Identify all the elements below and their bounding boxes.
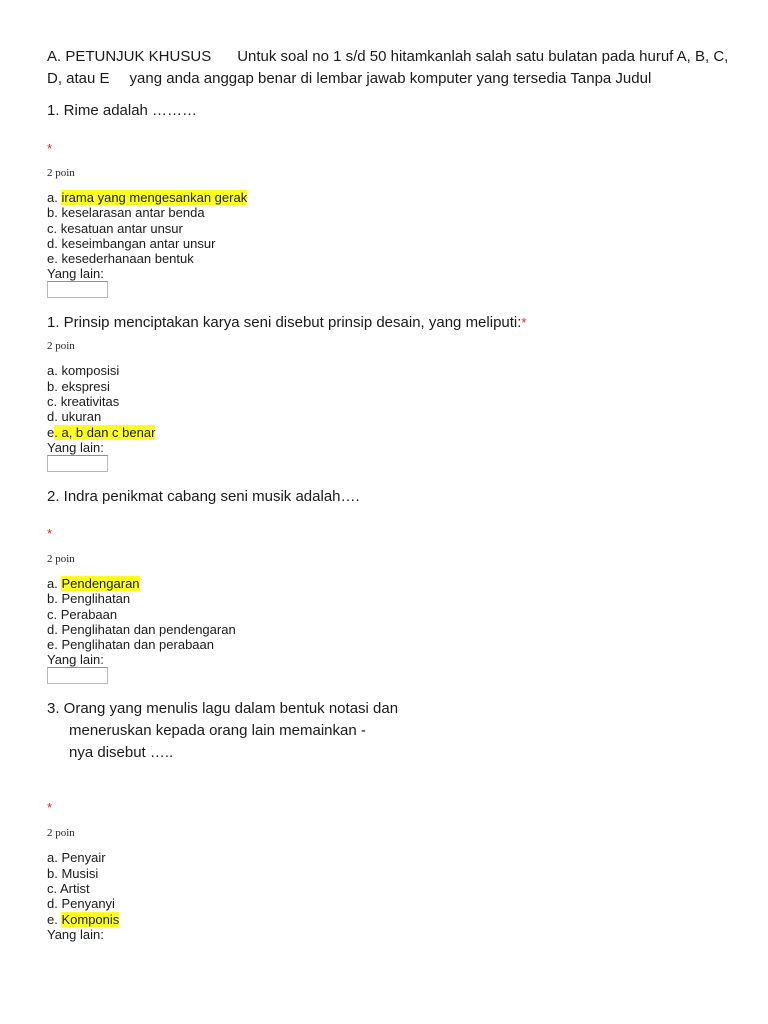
required-marker: *: [47, 141, 53, 156]
option-d[interactable]: d. Penglihatan dan pendengaran: [47, 621, 236, 637]
points-label: 2 poin: [47, 552, 75, 565]
option-d[interactable]: d. Penyanyi: [47, 896, 115, 912]
option-e[interactable]: e. Komponis: [47, 911, 120, 927]
highlighted-answer: Komponis: [61, 911, 120, 927]
option-c[interactable]: c. kesatuan antar unsur: [47, 220, 183, 236]
required-marker: *: [47, 525, 53, 541]
option-d[interactable]: d. ukuran: [47, 409, 102, 425]
instructions: [47, 46, 737, 90]
options-list: [47, 576, 737, 652]
question-1: [47, 100, 737, 298]
highlighted-answer: Pendengaran: [61, 575, 140, 591]
question-2: [47, 312, 737, 471]
option-a[interactable]: a. Penyair: [47, 850, 106, 866]
other-input[interactable]: [47, 455, 108, 472]
other-label: Yang lain:: [47, 652, 104, 668]
points-label: 2 poin: [47, 340, 75, 353]
options-list: [47, 850, 737, 926]
other-label: Yang lain:: [47, 439, 104, 455]
option-b[interactable]: b. Penglihatan: [47, 591, 131, 607]
instructions-text: Untuk soal no 1 s/d 50 hitamkanlah salah satu bulatan pada huruf A, B, C, D, atau E: [47, 48, 729, 87]
option-c[interactable]: c. kreativitas: [47, 394, 120, 410]
options-list: [47, 190, 737, 266]
required-marker: *: [47, 800, 53, 816]
option-b[interactable]: b. ekspresi: [47, 378, 110, 394]
points-label: 2 poin: [47, 167, 75, 179]
other-label: Yang lain:: [47, 266, 104, 282]
form-page: [47, 46, 737, 942]
question-title-line-1: 3. Orang yang menulis lagu dalam bentuk notasi dan: [47, 700, 399, 718]
option-e[interactable]: e. Penglihatan dan perabaan: [47, 637, 214, 653]
options-list: [47, 363, 737, 439]
question-title-line-3: nya disebut …..: [69, 744, 174, 762]
question-4: [47, 698, 737, 941]
other-input[interactable]: [47, 667, 108, 684]
option-b[interactable]: b. Musisi: [47, 865, 99, 881]
option-a[interactable]: a. Pendengaran: [47, 575, 140, 591]
option-e[interactable]: e. kesederhanaan bentuk: [47, 251, 194, 267]
points-label: 2 poin: [47, 827, 75, 840]
option-d[interactable]: d. keseimbangan antar unsur: [47, 235, 216, 251]
option-e[interactable]: e. a, b dan c benar: [47, 424, 156, 440]
question-title-line-2: meneruskan kepada orang lain memainkan -: [69, 722, 366, 740]
question-3: [47, 486, 737, 684]
required-marker: *: [521, 315, 527, 331]
option-c[interactable]: c. Artist: [47, 881, 90, 897]
other-label: Yang lain:: [47, 926, 104, 942]
question-title: 1. Rime adalah ………: [47, 102, 198, 119]
instructions-prefix: A. PETUNJUK KHUSUS: [47, 48, 212, 65]
highlighted-answer: . a, b dan c benar: [54, 424, 156, 440]
highlighted-answer: irama yang mengesankan gerak: [61, 190, 248, 205]
instructions-text-cont: yang anda anggap benar di lembar jawab komputer yang tersedia Tanpa Judul: [129, 70, 652, 87]
option-c[interactable]: c. Perabaan: [47, 606, 118, 622]
option-a[interactable]: a. komposisi: [47, 363, 120, 379]
option-a[interactable]: a. irama yang mengesankan gerak: [47, 190, 248, 205]
question-title: 2. Indra penikmat cabang seni musik adalah….: [47, 487, 360, 505]
other-input[interactable]: [47, 281, 108, 298]
question-title: 1. Prinsip menciptakan karya seni disebut prinsip desain, yang meliputi:*: [47, 314, 527, 332]
option-b[interactable]: b. keselarasan antar benda: [47, 205, 205, 221]
